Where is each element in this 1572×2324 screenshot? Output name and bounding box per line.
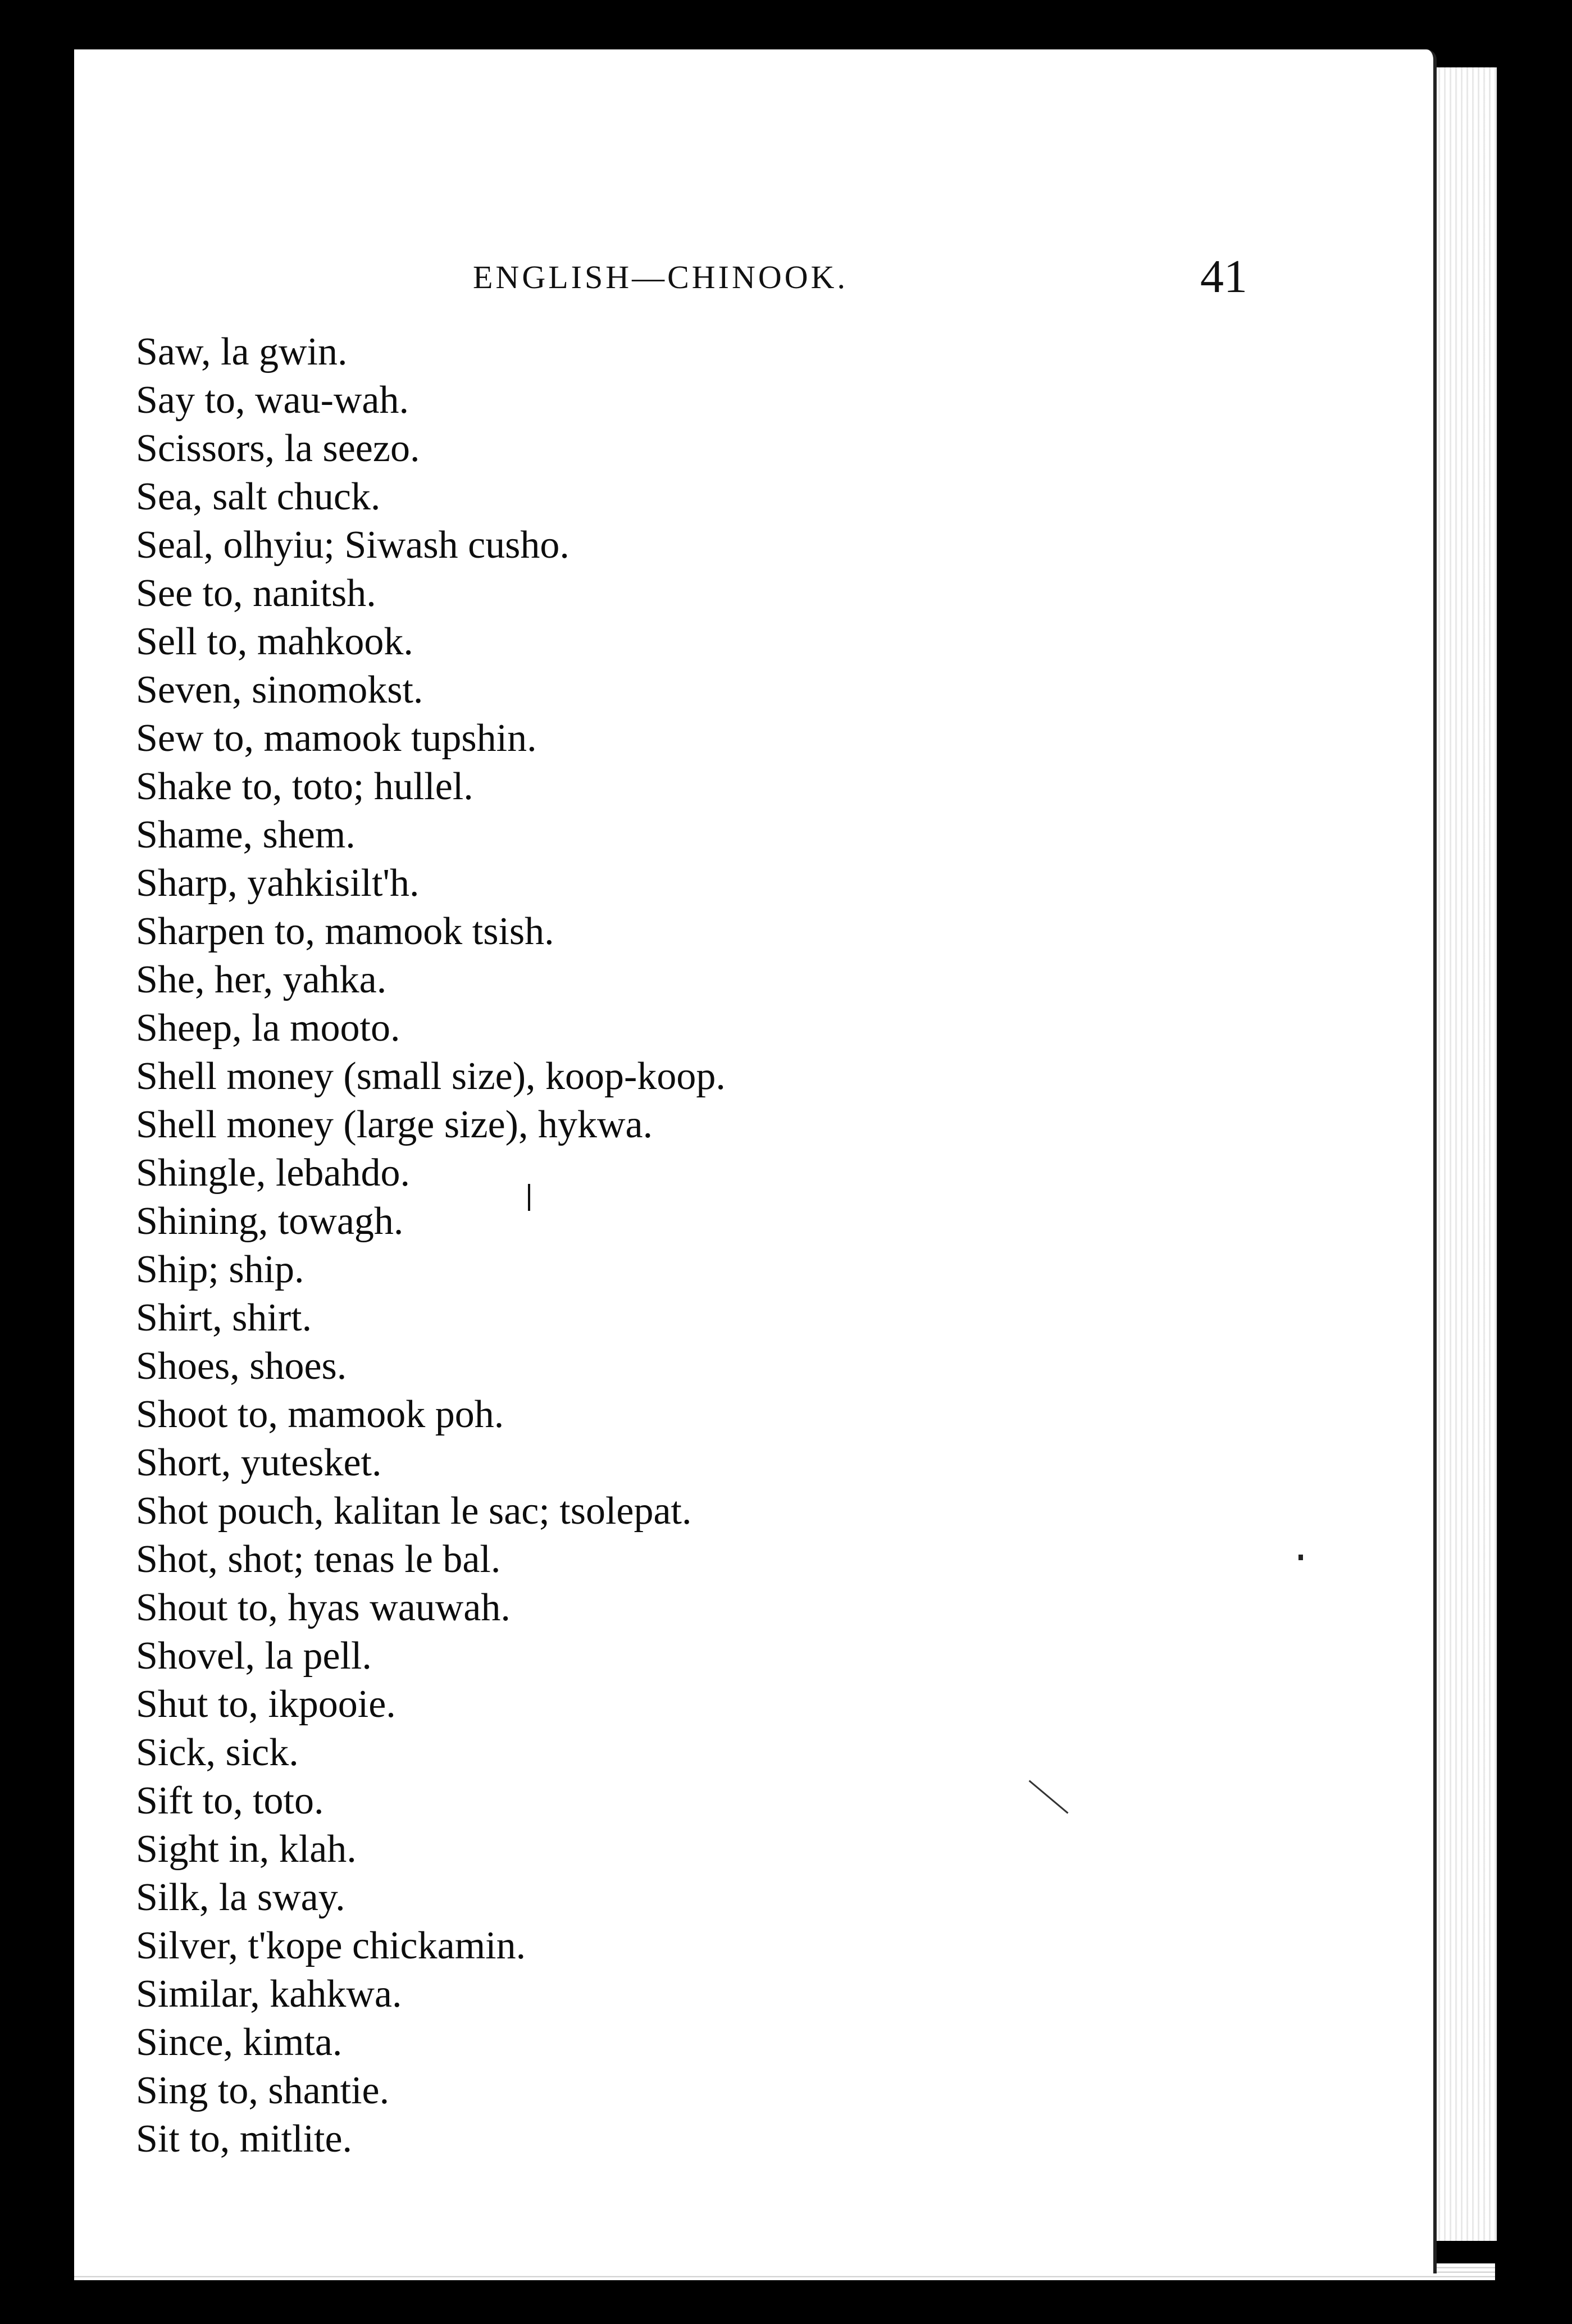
vocabulary-entry: She, her, yahka. (136, 958, 387, 1001)
vocabulary-entry: Similar, kahkwa. (136, 1972, 402, 2016)
vocabulary-entry: Sell to, mahkook. (136, 620, 413, 663)
vocabulary-entry: Shoot to, mamook poh. (136, 1393, 504, 1436)
vocabulary-entry: Silk, la sway. (136, 1876, 345, 1919)
vocabulary-entry: Sea, salt chuck. (136, 475, 381, 518)
vocabulary-entry: Short, yutesket. (136, 1441, 382, 1484)
vocabulary-entry: Shovel, la pell. (136, 1634, 372, 1678)
vocabulary-entry: Shell money (small size), koop-koop. (136, 1055, 726, 1098)
page-number: 41 (1200, 250, 1247, 303)
vocabulary-entry: Shot pouch, kalitan le sac; tsolepat. (136, 1489, 692, 1533)
vocabulary-entry: Seven, sinomokst. (136, 668, 423, 712)
running-header: ENGLISH—CHINOOK. (473, 259, 849, 295)
vocabulary-entry: Silver, t'kope chickamin. (136, 1924, 526, 1967)
vocabulary-entry: Sift to, toto. (136, 1779, 324, 1822)
book-binding-shadow (0, 0, 74, 2324)
vocabulary-entry: Shell money (large size), hykwa. (136, 1103, 653, 1146)
vocabulary-entry: See to, nanitsh. (136, 572, 376, 615)
vocabulary-entry: Sick, sick. (136, 1731, 299, 1774)
vocabulary-entry: Sew to, mamook tupshin. (136, 717, 537, 760)
stray-mark (528, 1184, 530, 1211)
vocabulary-entry: Shake to, toto; hullel. (136, 765, 473, 808)
vocabulary-entry: Sharp, yahkisilt'h. (136, 862, 420, 905)
vocabulary-entry: Saw, la gwin. (136, 330, 348, 373)
vocabulary-entry: Sharpen to, mamook tsish. (136, 910, 554, 953)
stray-mark (1298, 1555, 1303, 1560)
vocabulary-entry: Shot, shot; tenas le bal. (136, 1538, 501, 1581)
vocabulary-entry: Sing to, shantie. (136, 2069, 390, 2112)
vocabulary-list (136, 328, 726, 2163)
vocabulary-entry: Say to, wau-wah. (136, 379, 409, 422)
vocabulary-entry: Shoes, shoes. (136, 1345, 347, 1388)
stray-mark (1029, 1780, 1069, 1813)
vocabulary-entry: Shout to, hyas wauwah. (136, 1586, 511, 1629)
vocabulary-entry: Shame, shem. (136, 813, 356, 856)
vocabulary-entry: Sheep, la mooto. (136, 1006, 400, 1050)
vocabulary-entry: Sit to, mitlite. (136, 2117, 353, 2161)
vocabulary-entry: Shingle, lebahdo. (136, 1151, 410, 1195)
vocabulary-entry: Shining, towagh. (136, 1200, 404, 1243)
vocabulary-entry: Shirt, shirt. (136, 1296, 312, 1339)
vocabulary-entry: Sight in, klah. (136, 1828, 357, 1871)
vocabulary-entry: Since, kimta. (136, 2021, 343, 2064)
vocabulary-entry: Ship; ship. (136, 1248, 304, 1291)
vocabulary-entry: Seal, olhyiu; Siwash cusho. (136, 523, 569, 567)
vocabulary-entry: Shut to, ikpooie. (136, 1683, 396, 1726)
page-edges-right (1433, 67, 1497, 2241)
book-page (74, 49, 1437, 2273)
vocabulary-entry: Scissors, la seezo. (136, 427, 420, 470)
